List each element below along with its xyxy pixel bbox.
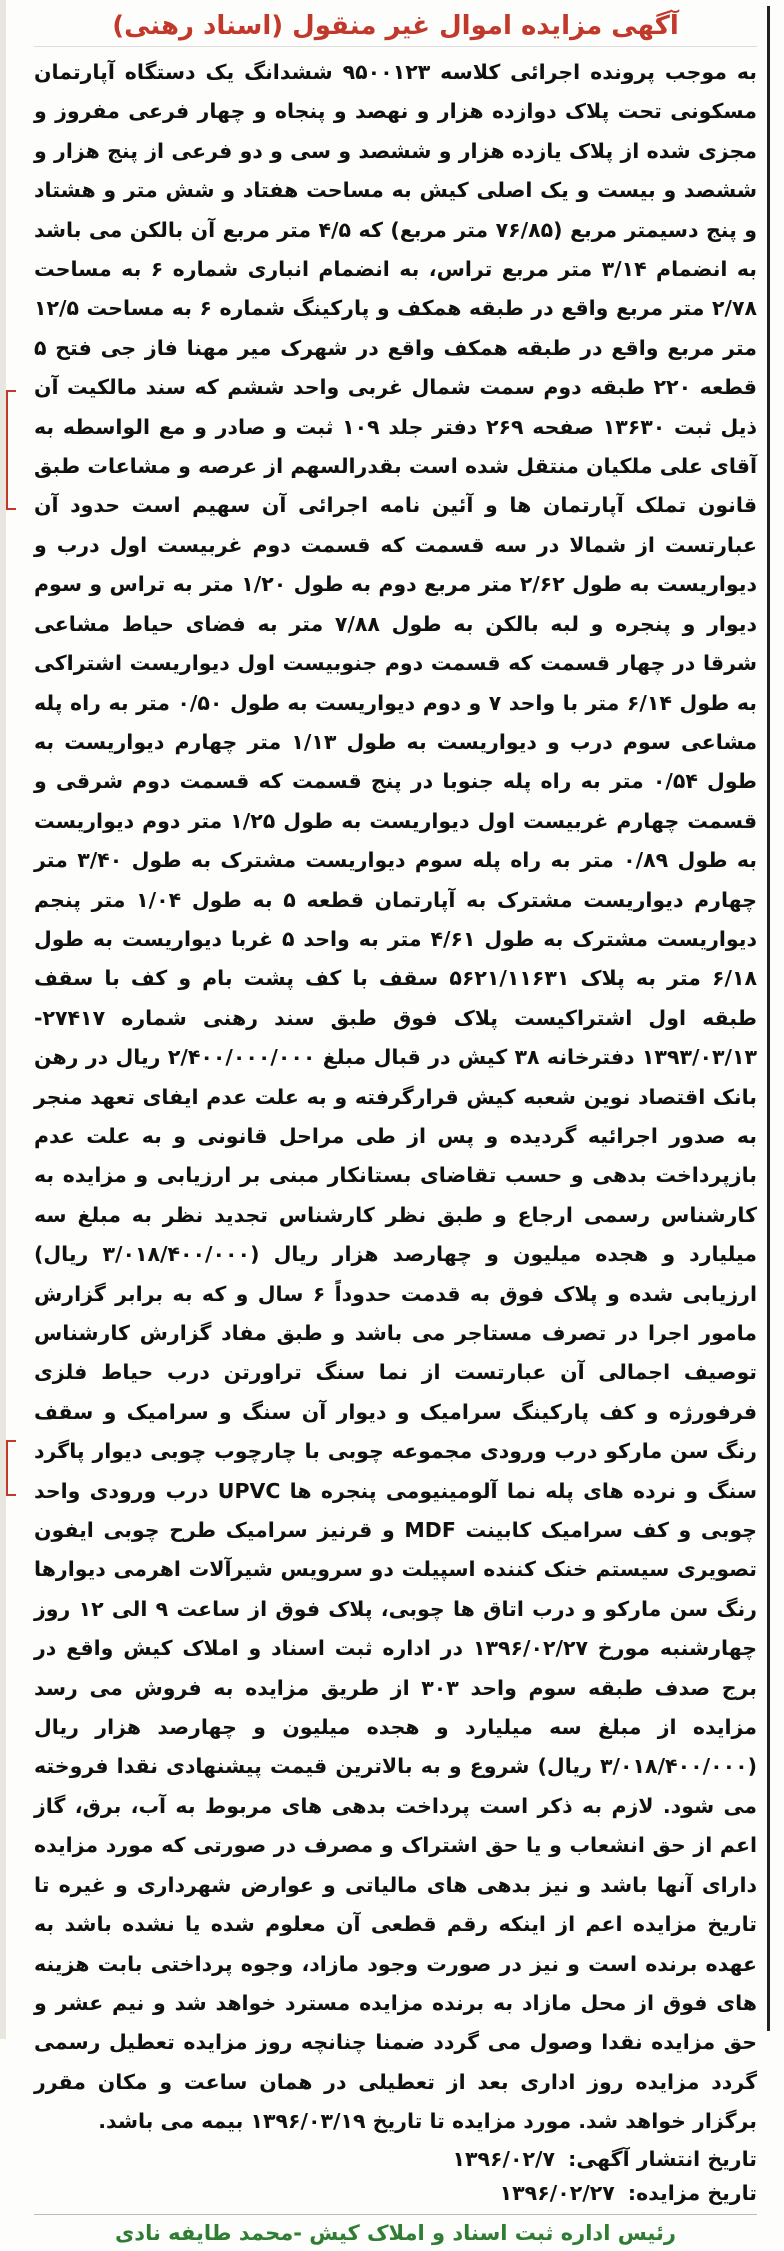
notice-body: به موجب پرونده اجرائی کلاسه ۹۵۰۰۱۲۳ ششدانگ یک دستگاه آپارتمان مسکونی تحت پلاک دوازده هزار و نهصد و پنجاه و چهار فرعی مفروز و مجزی شده از پلاک یازده هزار و ششصد و سی و دو فرعی از پنج هزار و ششصد و بیست و یک اصلی کیش به مساحت هفتاد و شش متر و هشتاد و پنج دسیمتر مربع (۷۶/۸۵ متر مربع) که ۴/۵ متر مربع آن بالکن می باشد به انضمام ۳/۱۴ متر مربع تراس، به انضمام انباری شماره ۶ به مساحت ۲/۷۸ متر مربع واقع در طبقه همکف و پارکینگ شماره ۶ به مساحت ۱۲/۵ متر مربع واقع در طبقه همکف واقع در شهرک میر مهنا فاز جی فتح ۵ قطعه ۲۲۰ طبقه دوم سمت شمال غربی واحد ششم که سند مالکیت آن ذیل ثبت ۱۳۶۳۰ صفحه ۲۶۹ دفتر جلد ۱۰۹ ثبت و صادر و مع الواسطه به آقای علی ملکیان منتقل شده است بقدرالسهم از عرصه و مشاعات طبق قانون تملک آپارتمان ها و آئین نامه اجرائی آن سهیم است حدود آن عبارتست از شمالا در سه قسمت که قسمت دوم غربیست اول درب و دیواریست به طول ۲/۶۲ متر مربع دوم به طول ۱/۲۰ متر به تراس و سوم دیوار و پنجره و لبه بالکن به طول ۷/۸۸ متر به فضای حیاط مشاعی شرقا در چهار قسمت که قسمت دوم جنوبیست اول دیواریست اشتراکی به طول ۶/۱۴ متر با واحد ۷ و دوم دیواریست به طول ۰/۵۰ متر به راه پله مشاعی سوم درب و دیواریست به طول ۱/۱۳ متر چهارم دیواریست به طول ۰/۵۴ متر به راه پله جنوبا در پنج قسمت که قسمت دوم شرقی و قسمت چهارم غربیست اول دیواریست به طول ۱/۲۵ متر دوم دیواریست به طول ۰/۸۹ متر به راه پله سوم دیواریست مشترک به طول ۳/۴۰ متر چهارم دیواریست مشترک به آپارتمان قطعه ۵ به طول ۱/۰۴ متر پنجم دیواریست مشترک به طول ۴/۶۱ متر به واحد ۵ غربا دیواریست به طول ۶/۱۸ متر به پلاک ۵۶۲۱/۱۱۶۳۱ سقف با کف پشت بام و کف با سقف طبقه اول اشتراکیست پلاک فوق طبق سند رهنی شماره ۲۷۴۱۷- ۱۳۹۳/۰۳/۱۳ دفترخانه ۳۸ کیش در قبال مبلغ ۲/۴۰۰/۰۰۰/۰۰۰ ریال در رهن بانک اقتصاد نوین شعبه کیش قرارگرفته و به علت عدم ایفای تعهد منجر به صدور اجرائیه گردیده و پس از طی مراحل قانونی و به علت عدم بازپرداخت بدهی و حسب تقاضای بستانکار مبنی بر ارزیابی و مزایده به کارشناس رسمی ارجاع و طبق نظر کارشناس تجدید نظر به مبلغ سه میلیارد و هجده میلیون و چهارصد هزار ریال (۳/۰۱۸/۴۰۰/۰۰۰ ریال) ارزیابی شده و پلاک فوق به قدمت حدوداً ۶ سال و که به برابر گزارش مامور اجرا در تصرف مستاجر می باشد و طبق مفاد گزارش کارشناس توصیف اجمالی آن عبارتست از نما سنگ تراورتن درب حیاط فلزی فرفورژه و کف پارکینگ سرامیک و دیوار آن سنگ و سرامیک و سقف رنگ سن مارکو درب ورودی مجموعه چوبی با چارچوب چوبی دیوار پاگرد سنگ و نرده های پله نما آلومینیومی پنجره ها UPVC درب ورودی واحد چوبی و کف سرامیک کابینت MDF و قرنیز سرامیک طرح چوبی ایفون تصویری سیستم خنک کننده اسپیلت دو سرویس شیرآلات اهرمی دیوارها رنگ سن مارکو و درب اتاق ها چوبی، پلاک فوق از ساعت ۹ الی ۱۲ روز چهارشنبه مورخ ۱۳۹۶/۰۲/۲۷ در اداره ثبت اسناد و املاک کیش واقع در برج صدف طبقه سوم واحد ۳۰۳ از طریق مزایده به فروش می رسد مزایده از مبلغ سه میلیارد و هجده میلیون و چهارصد هزار ریال (۳/۰۱۸/۴۰۰/۰۰۰ ریال) شروع و به بالاترین قیمت پیشنهادی نقدا فروخته می شود. لازم به ذکر است پرداخت بدهی های مربوط به آب، برق، گاز اعم از حق انشعاب و یا حق اشتراک و مصرف در صورتی که مورد مزایده دارای آنها باشد و نیز بدهی های مالیاتی و عوارض شهرداری و غیره تا تاریخ مزایده اعم از اینکه رقم قطعی آن معلوم شده یا نشده باشد به عهده برنده است و نیز در صورت وجود مازاد، وجوه پرداختی بابت هزینه های فوق از محل مازاد به برنده مزایده مسترد خواهد شد و نیم عشر و حق مزایده نقدا وصول می گردد ضمنا چنانچه روز مزایده تعطیل رسمی گردد مزایده روز اداری بعد از تعطیلی در همان ساعت و مکان مقرر برگزار خواهد شد. مورد مزایده تا تاریخ ۱۳۹۶/۰۳/۱۹ بیمه می باشد. <box>34 60 758 2134</box>
signature-line: رئیس اداره ثبت اسناد و املاک کیش -محمد طایفه نادی <box>34 2214 757 2251</box>
notice-title: آگهی مزایده اموال غیر منقول (اسناد رهنی) <box>34 6 757 47</box>
adjacent-column-border <box>6 390 16 510</box>
publish-date-line <box>34 2142 757 2176</box>
auction-notice <box>30 6 770 2245</box>
auction-date-value: ۱۳۹۶/۰۲/۲۷ <box>499 2180 615 2205</box>
publish-date-label: تاریخ انتشار آگهی: <box>568 2146 757 2171</box>
auction-date-label: تاریخ مزایده: <box>627 2180 757 2205</box>
adjacent-column-border-lower <box>6 1440 16 1496</box>
auction-date-line <box>34 2176 757 2210</box>
page-edge-strip <box>0 0 6 2039</box>
publish-date-value: ۱۳۹۶/۰۲/۷ <box>452 2146 556 2171</box>
